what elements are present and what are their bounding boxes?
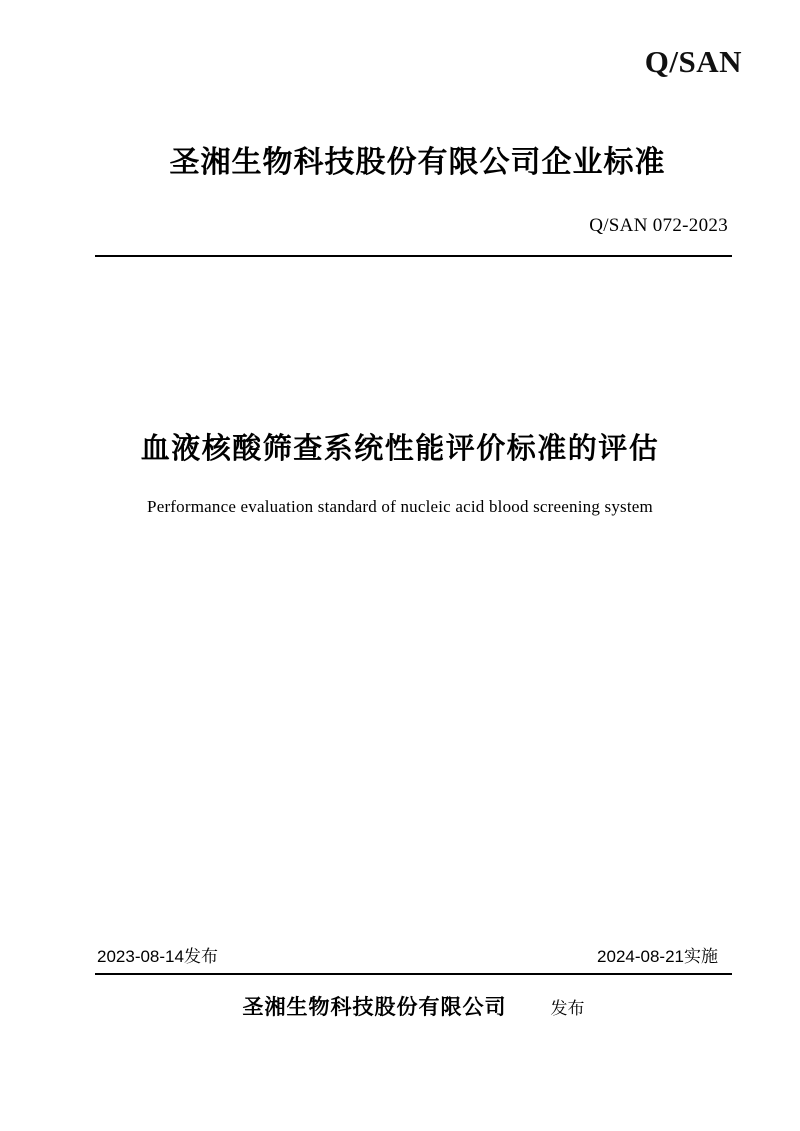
footer-divider (95, 973, 732, 975)
publisher-row (95, 991, 732, 1021)
standard-number: Q/SAN 072-2023 (589, 215, 728, 236)
publish-label: 发布 (550, 999, 585, 1018)
document-title-block (60, 430, 740, 517)
header-divider (95, 255, 732, 257)
publisher-name: 圣湘生物科技股份有限公司 (242, 996, 507, 1019)
document-title-chinese: 血液核酸筛查系统性能评价标准的评估 (140, 433, 660, 465)
company-standard-title: 圣湘生物科技股份有限公司企业标准 (169, 146, 666, 179)
footer-dates-row (95, 942, 732, 973)
document-title-english: Performance evaluation standard of nucleic acid blood screening system (147, 497, 653, 517)
standard-header (95, 145, 732, 257)
standard-number-row (95, 215, 732, 237)
implementation-date: 2024-08-21实施 (597, 947, 718, 966)
company-logo: Q/SAN (644, 44, 742, 79)
issue-date: 2023-08-14发布 (97, 947, 218, 966)
document-footer (95, 942, 732, 1021)
